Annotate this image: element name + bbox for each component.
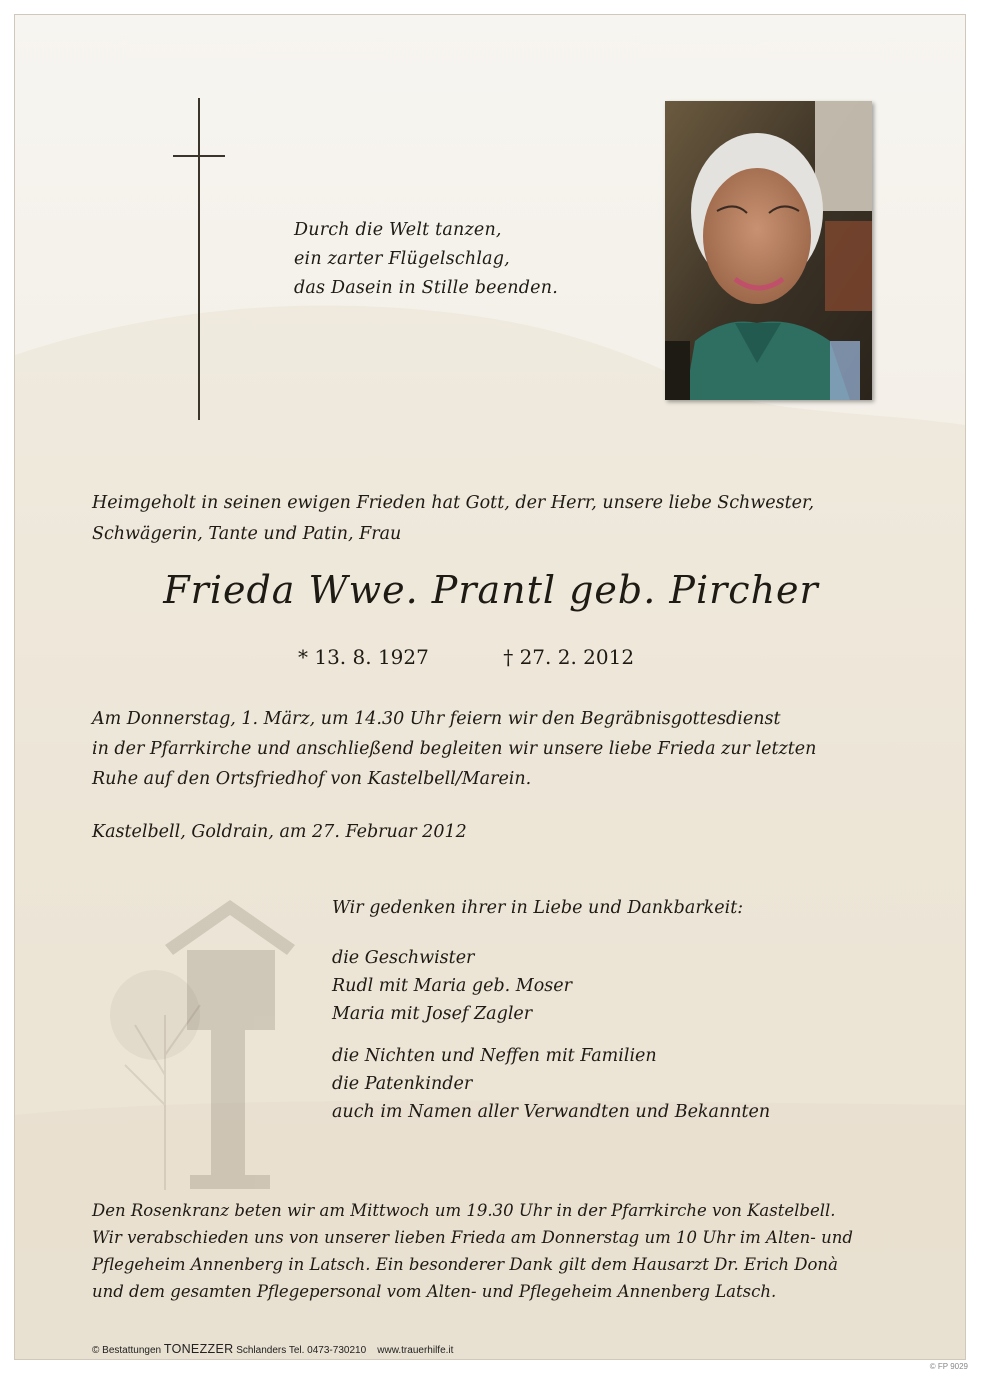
closing-line: und dem gesamten Pflegepersonal vom Alten- und Pflegeheim Annenberg Latsch.	[92, 1282, 777, 1301]
footer-web: www.trauerhilfe.it	[377, 1345, 454, 1356]
death-date: † 27. 2. 2012	[503, 645, 635, 669]
footer-imprint	[92, 1342, 453, 1356]
poem-line: ein zarter Flügelschlag,	[294, 249, 510, 269]
footer-brand: TONEZZER	[163, 1342, 234, 1356]
portrait-photo	[665, 101, 872, 400]
footer-prefix: © Bestattungen	[92, 1345, 162, 1356]
mourner-line: die Patenkinder	[332, 1074, 473, 1094]
poem-line: Durch die Welt tanzen,	[294, 220, 502, 240]
life-dates	[298, 645, 634, 669]
footer-town: Schlanders	[236, 1345, 287, 1356]
funeral-service-text	[92, 704, 892, 794]
footer-tel: Tel. 0473-730210	[288, 1345, 367, 1356]
mourner-line: Maria mit Josef Zagler	[332, 1004, 533, 1024]
service-line: in der Pfarrkirche und anschließend begleiten wir unsere liebe Frieda zur letzten	[92, 739, 817, 759]
closing-line: Pflegeheim Annenberg in Latsch. Ein besonderer Dank gilt dem Hausarzt Dr. Erich Donà	[92, 1255, 838, 1274]
closing-text	[92, 1197, 912, 1305]
mourner-line: die Nichten und Neffen mit Familien	[332, 1046, 657, 1066]
service-line: Am Donnerstag, 1. März, um 14.30 Uhr feiern wir den Begräbnisgottesdienst	[92, 709, 781, 729]
mourners-list	[332, 894, 770, 1126]
service-line: Ruhe auf den Ortsfriedhof von Kastelbell/Marein.	[92, 769, 532, 789]
latin-cross-icon	[198, 98, 200, 420]
closing-line: Wir verabschieden uns von unserer lieben Frieda am Donnerstag um 10 Uhr im Alten- und	[92, 1228, 853, 1247]
poem	[294, 216, 558, 303]
deceased-name: Frieda Wwe. Prantl geb. Pircher	[163, 568, 819, 612]
place-and-date: Kastelbell, Goldrain, am 27. Februar 2012	[92, 822, 467, 842]
intro-line: Schwägerin, Tante und Patin, Frau	[92, 524, 402, 544]
poem-line: das Dasein in Stille beenden.	[294, 278, 558, 298]
mourner-line: auch im Namen aller Verwandten und Bekannten	[332, 1102, 771, 1122]
mourner-line: Rudl mit Maria geb. Moser	[332, 976, 572, 996]
mourners-heading: Wir gedenken ihrer in Liebe und Dankbarkeit:	[332, 898, 744, 918]
closing-line: Den Rosenkranz beten wir am Mittwoch um 19.30 Uhr in der Pfarrkirche von Kastelbell.	[92, 1201, 836, 1220]
print-code: © FP 9029	[929, 1362, 968, 1371]
cross-bar	[173, 155, 225, 157]
mourner-line: die Geschwister	[332, 948, 475, 968]
intro-line: Heimgeholt in seinen ewigen Frieden hat Gott, der Herr, unsere liebe Schwester,	[92, 493, 815, 513]
intro-text	[92, 488, 892, 550]
birth-date: * 13. 8. 1927	[298, 645, 429, 669]
